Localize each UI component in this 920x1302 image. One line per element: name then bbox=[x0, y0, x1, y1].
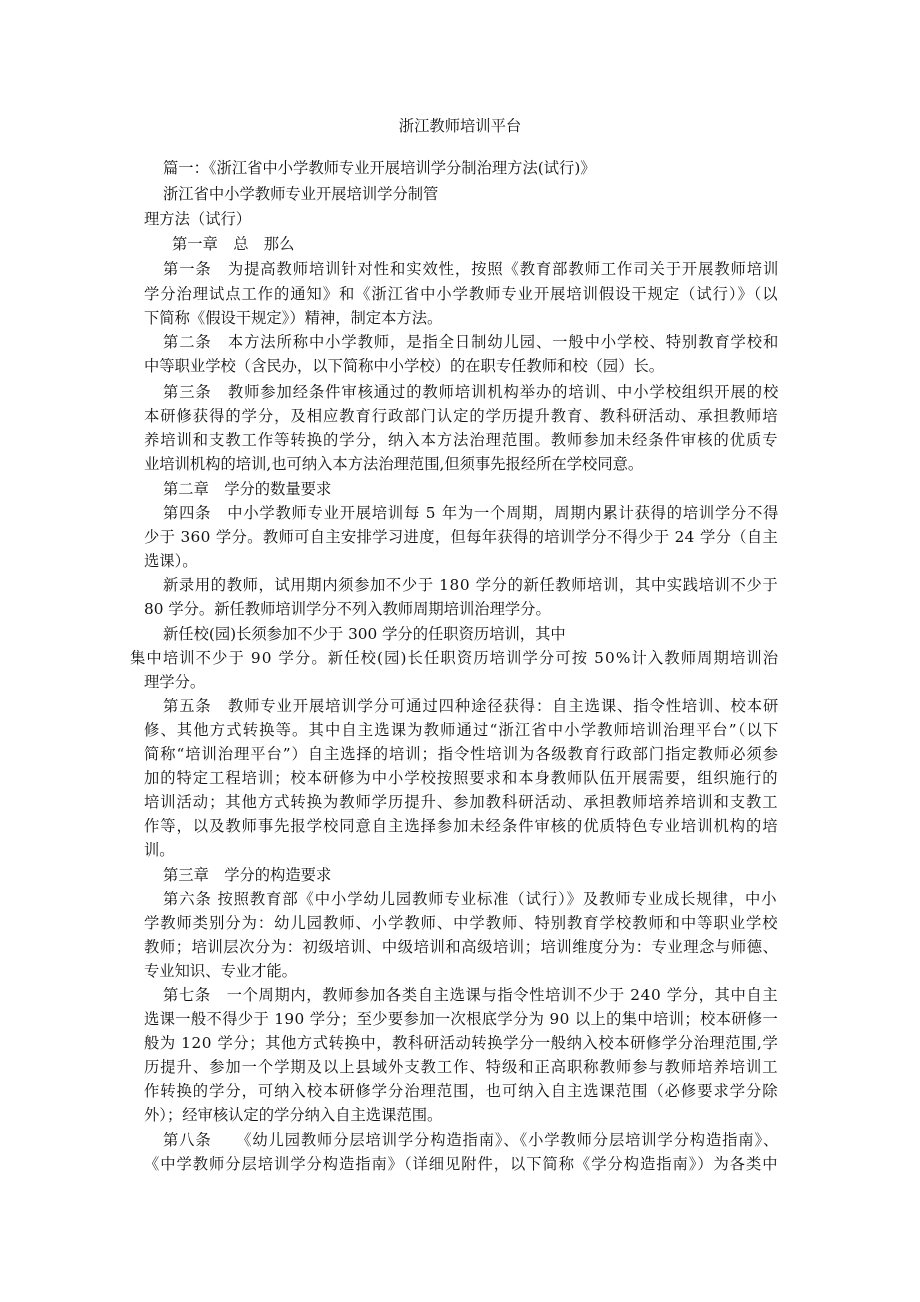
paragraph-line: 浙江省中小学教师专业开展培训学分制管 bbox=[163, 185, 439, 203]
paragraph-line: 第二条 本方法所称中小学教师，是指全日制幼儿园、一般中小学校、特别教育学校和 bbox=[163, 333, 780, 351]
paragraph-line: 学教师类别分为：幼儿园教师、小学教师、中学教师、特别教育学校教师和中等职业学校 bbox=[144, 914, 779, 932]
paragraph-line: 第八条 《幼儿园教师分层培训学分构造指南》、《小学教师分层培训学分构造指南》、 bbox=[163, 1131, 780, 1149]
paragraph-line: 第二章 学分的数量要求 bbox=[163, 480, 332, 498]
paragraph-line: 理学分。 bbox=[144, 673, 206, 691]
paragraph-line: 本研修获得的学分，及相应教育行政部门认定的学历提升教育、教科研活动、承担教师培 bbox=[144, 407, 779, 425]
paragraph-line: 选课一般不得少于 190 学分；至少要参加一次根底学分为 90 以上的集中培训；校本研修一 bbox=[144, 1010, 779, 1028]
paragraph-line: 培训活动；其他方式转换为教师学历提升、参加教科研活动、承担教师培养培训和支教工 bbox=[144, 793, 779, 811]
paragraph-line: 第六条 按照教育部《中小学幼儿园教师专业标准（试行）》及教师专业成长规律，中小 bbox=[163, 890, 778, 908]
paragraph-line: 训。 bbox=[144, 841, 175, 859]
paragraph-line: 加的特定工程培训；校本研修为中小学校按照要求和本身教师队伍开展需要，组织施行的 bbox=[144, 769, 779, 787]
paragraph-line: 简称“培训治理平台”）自主选择的培训；指令性培训为各级教育行政部门指定教师必须参 bbox=[144, 745, 779, 763]
paragraph-line: 篇一：《浙江省中小学教师专业开展培训学分制治理方法(试行)》 bbox=[163, 159, 596, 177]
paragraph-line: 学分治理试点工作的通知》和《浙江省中小学教师专业开展培训假设干规定（试行）》（以 bbox=[144, 285, 779, 303]
paragraph-line: 第一条 为提高教师培训针对性和实效性，按照《教育部教师工作司关于开展教师培训 bbox=[163, 260, 780, 278]
paragraph-line: 修、其他方式转换等。其中自主选课为教师通过“浙江省中小学教师培训治理平台”（以下 bbox=[144, 721, 780, 739]
paragraph-line: 第七条 一个周期内，教师参加各类自主选课与指令性培训不少于 240 学分，其中自主 bbox=[163, 986, 779, 1004]
paragraph-line: 选课）。 bbox=[144, 552, 198, 570]
paragraph-line: 集中培训不少于 90 学分。新任校(园)长任职资历培训学分可按 50%计入教师周期培训治 bbox=[130, 649, 780, 667]
paragraph-line: 历提升、参加一个学期及以上县域外支教工作、特级和正高职称教师参与教师培养培训工 bbox=[144, 1058, 779, 1076]
paragraph-line: 第三条 教师参加经条件审核通过的教师培训机构举办的培训、中小学校组织开展的校 bbox=[163, 383, 780, 401]
paragraph-line: 养培训和支教工作等转换的学分，纳入本方法治理范围。教师参加未经条件审核的优质专 bbox=[144, 431, 779, 449]
document-title: 浙江教师培训平台 bbox=[398, 117, 522, 135]
paragraph-line: 业培训机构的培训,也可纳入本方法治理范围,但须事先报经所在学校同意。 bbox=[144, 455, 644, 473]
paragraph-line: 教师；培训层次分为：初级培训、中级培训和高级培训；培训维度分为：专业理念与师德、 bbox=[144, 938, 779, 956]
paragraph-line: 第一章 总 那么 bbox=[172, 235, 295, 253]
paragraph-line: 第四条 中小学教师专业开展培训每 5 年为一个周期，周期内累计获得的培训学分不得 bbox=[163, 504, 780, 522]
paragraph-line: 作等，以及教师事先报学校同意自主选择参加未经条件审核的优质特色专业培训机构的培 bbox=[144, 817, 779, 835]
paragraph-line: 第三章 学分的构造要求 bbox=[163, 866, 332, 884]
paragraph-line: 《中学教师分层培训学分构造指南》（详细见附件，以下简称《学分构造指南》）为各类中 bbox=[144, 1155, 779, 1173]
paragraph-line: 理方法（试行） bbox=[144, 210, 252, 228]
paragraph-line: 80 学分。新任教师培训学分不列入教师周期培训治理学分。 bbox=[144, 600, 551, 618]
paragraph-line: 般为 120 学分；其他方式转换中，教科研活动转换学分一般纳入校本研修学分治理范围,学 bbox=[144, 1034, 779, 1052]
paragraph-line: 下简称《假设干规定》）精神，制定本方法。 bbox=[144, 309, 443, 327]
paragraph-line: 作转换的学分，可纳入校本研修学分治理范围，也可纳入自主选课范围（必修要求学分除 bbox=[144, 1082, 779, 1100]
paragraph-line: 外）；经审核认定的学分纳入自主选课范围。 bbox=[144, 1106, 443, 1124]
paragraph-line: 专业知识、专业才能。 bbox=[144, 962, 297, 980]
paragraph-line: 中等职业学校（含民办，以下简称中小学校）的在职专任教师和校（园）长。 bbox=[144, 357, 665, 375]
paragraph-line: 第五条 教师专业开展培训学分可通过四种途径获得：自主选课、指令性培训、校本研 bbox=[163, 697, 780, 715]
paragraph-line: 少于 360 学分。教师可自主安排学习进度，但每年获得的培训学分不得少于 24 学分（自主 bbox=[144, 528, 779, 546]
paragraph-line: 新录用的教师，试用期内须参加不少于 180 学分的新任教师培训，其中实践培训不少于 bbox=[163, 576, 779, 594]
paragraph-line: 新任校(园)长须参加不少于 300 学分的任职资历培训，其中 bbox=[163, 625, 566, 643]
